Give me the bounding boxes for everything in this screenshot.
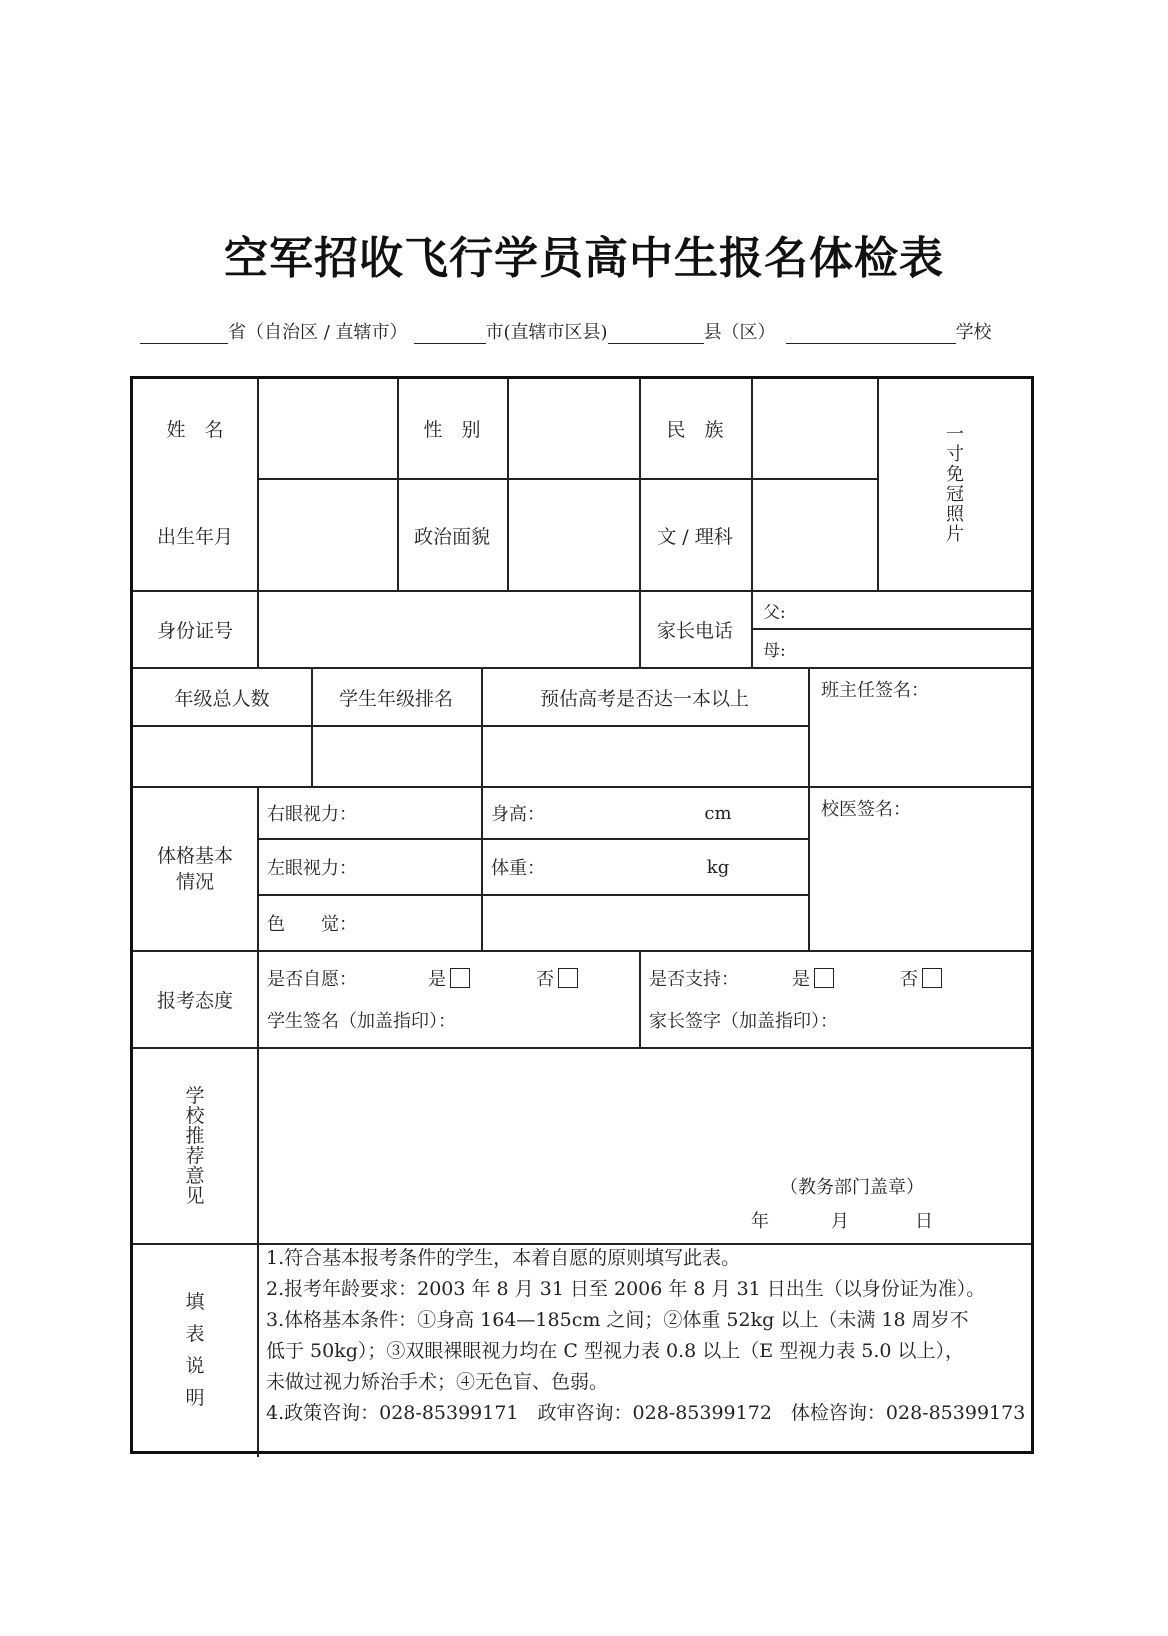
id-field[interactable]	[259, 592, 639, 667]
physical-label: 体格基本 情况	[156, 845, 233, 893]
day-label: 日	[915, 1211, 933, 1232]
student-sign-field[interactable]: 学生签名（加盖指印）：	[267, 1011, 456, 1032]
school-label: 学校	[955, 322, 992, 343]
stamp-label: （教务部门盖章）	[780, 1177, 924, 1198]
weight-field[interactable]: 体重：	[491, 858, 545, 879]
note-line: 4.政策咨询：028-85399171 政审咨询：028-85399172 体检咨询：028-85399173	[266, 1402, 1026, 1424]
recommend-label: 学 校 推 荐 意 见	[185, 1085, 205, 1207]
attitude-label: 报考态度	[156, 990, 233, 1012]
form-title: 空军招收飞行学员高中生报名体检表	[224, 233, 944, 284]
color-vision-field[interactable]: 色 觉：	[267, 914, 357, 935]
political-field[interactable]	[509, 480, 639, 590]
doctor-sign-label: 校医签名：	[821, 799, 911, 820]
support-yes-option[interactable]: 是	[783, 961, 843, 995]
political-label: 政治面貌	[413, 525, 490, 548]
track-label: 文 / 理科	[657, 525, 733, 548]
teacher-sign-label: 班主任签名：	[821, 680, 929, 701]
school-blank[interactable]	[786, 321, 956, 344]
notes-label: 填 表 说 明	[185, 1290, 205, 1409]
note-line: 1.符合基本报考条件的学生，本着自愿的原则填写此表。	[266, 1247, 741, 1269]
parent-phone-label: 家长电话	[656, 620, 733, 642]
province-blank[interactable]	[140, 321, 228, 344]
birth-label: 出生年月	[156, 525, 233, 548]
id-label: 身份证号	[156, 620, 233, 642]
gender-field[interactable]	[509, 379, 639, 478]
estimate-label: 预估高考是否达一本以上	[539, 687, 749, 710]
ethnicity-label: 民 族	[666, 419, 724, 441]
county-blank[interactable]	[608, 321, 704, 344]
city-label: 市(直辖市区县)	[485, 322, 608, 343]
parent-sign-field[interactable]: 家长签字（加盖指印）：	[649, 1011, 838, 1032]
left-eye-field[interactable]: 左眼视力：	[267, 858, 357, 879]
county-label: 县（区）	[703, 322, 776, 343]
city-blank[interactable]	[414, 321, 486, 344]
note-line: 3.体格基本条件：①身高 164—185cm 之间；②体重 52kg 以上（未满 18 周岁不	[266, 1309, 969, 1331]
track-field[interactable]	[753, 480, 877, 590]
support-yes-checkbox[interactable]	[814, 968, 834, 988]
mother-phone-field[interactable]: 母:	[763, 641, 786, 661]
father-phone-field[interactable]: 父:	[763, 602, 786, 623]
voluntary-yes-checkbox[interactable]	[450, 968, 470, 988]
voluntary-label: 是否自愿：	[267, 969, 357, 990]
note-line: 低于 50kg）；③双眼裸眼视力均在 C 型视力表 0.8 以上（E 型视力表 5.0 以上），	[266, 1340, 965, 1362]
support-no-checkbox[interactable]	[922, 968, 942, 988]
note-line: 未做过视力矫治手术；④无色盲、色弱。	[266, 1371, 609, 1393]
voluntary-no-option[interactable]: 否	[527, 961, 587, 995]
height-field[interactable]: 身高：	[491, 804, 545, 825]
name-label: 姓 名	[166, 419, 224, 441]
weight-unit: kg	[706, 856, 730, 878]
voluntary-no-checkbox[interactable]	[558, 968, 578, 988]
grade-total-field[interactable]	[133, 727, 311, 786]
grade-total-label: 年级总人数	[174, 687, 270, 710]
estimate-field[interactable]	[483, 727, 808, 786]
support-label: 是否支持：	[649, 969, 739, 990]
birth-field[interactable]	[259, 480, 397, 590]
province-label: 省（自治区 / 直辖市）	[228, 322, 408, 343]
location-line	[140, 314, 1020, 344]
support-no-option[interactable]: 否	[891, 961, 951, 995]
right-eye-field[interactable]: 右眼视力：	[267, 804, 357, 825]
photo-placeholder[interactable]: 一 寸 免 冠 照 片	[946, 423, 964, 545]
gender-label: 性 别	[423, 419, 481, 441]
height-unit: cm	[704, 802, 732, 824]
rank-field[interactable]	[313, 727, 481, 786]
rank-label: 学生年级排名	[338, 687, 453, 710]
ethnicity-field[interactable]	[753, 379, 877, 478]
note-line: 2.报考年龄要求：2003 年 8 月 31 日至 2006 年 8 月 31 日出生（以身份证为准）。	[266, 1278, 986, 1300]
month-label: 月	[831, 1211, 849, 1232]
voluntary-yes-option[interactable]: 是	[419, 961, 479, 995]
notes-text	[266, 1243, 1031, 1429]
name-field[interactable]	[259, 379, 397, 478]
year-label: 年	[751, 1211, 769, 1232]
